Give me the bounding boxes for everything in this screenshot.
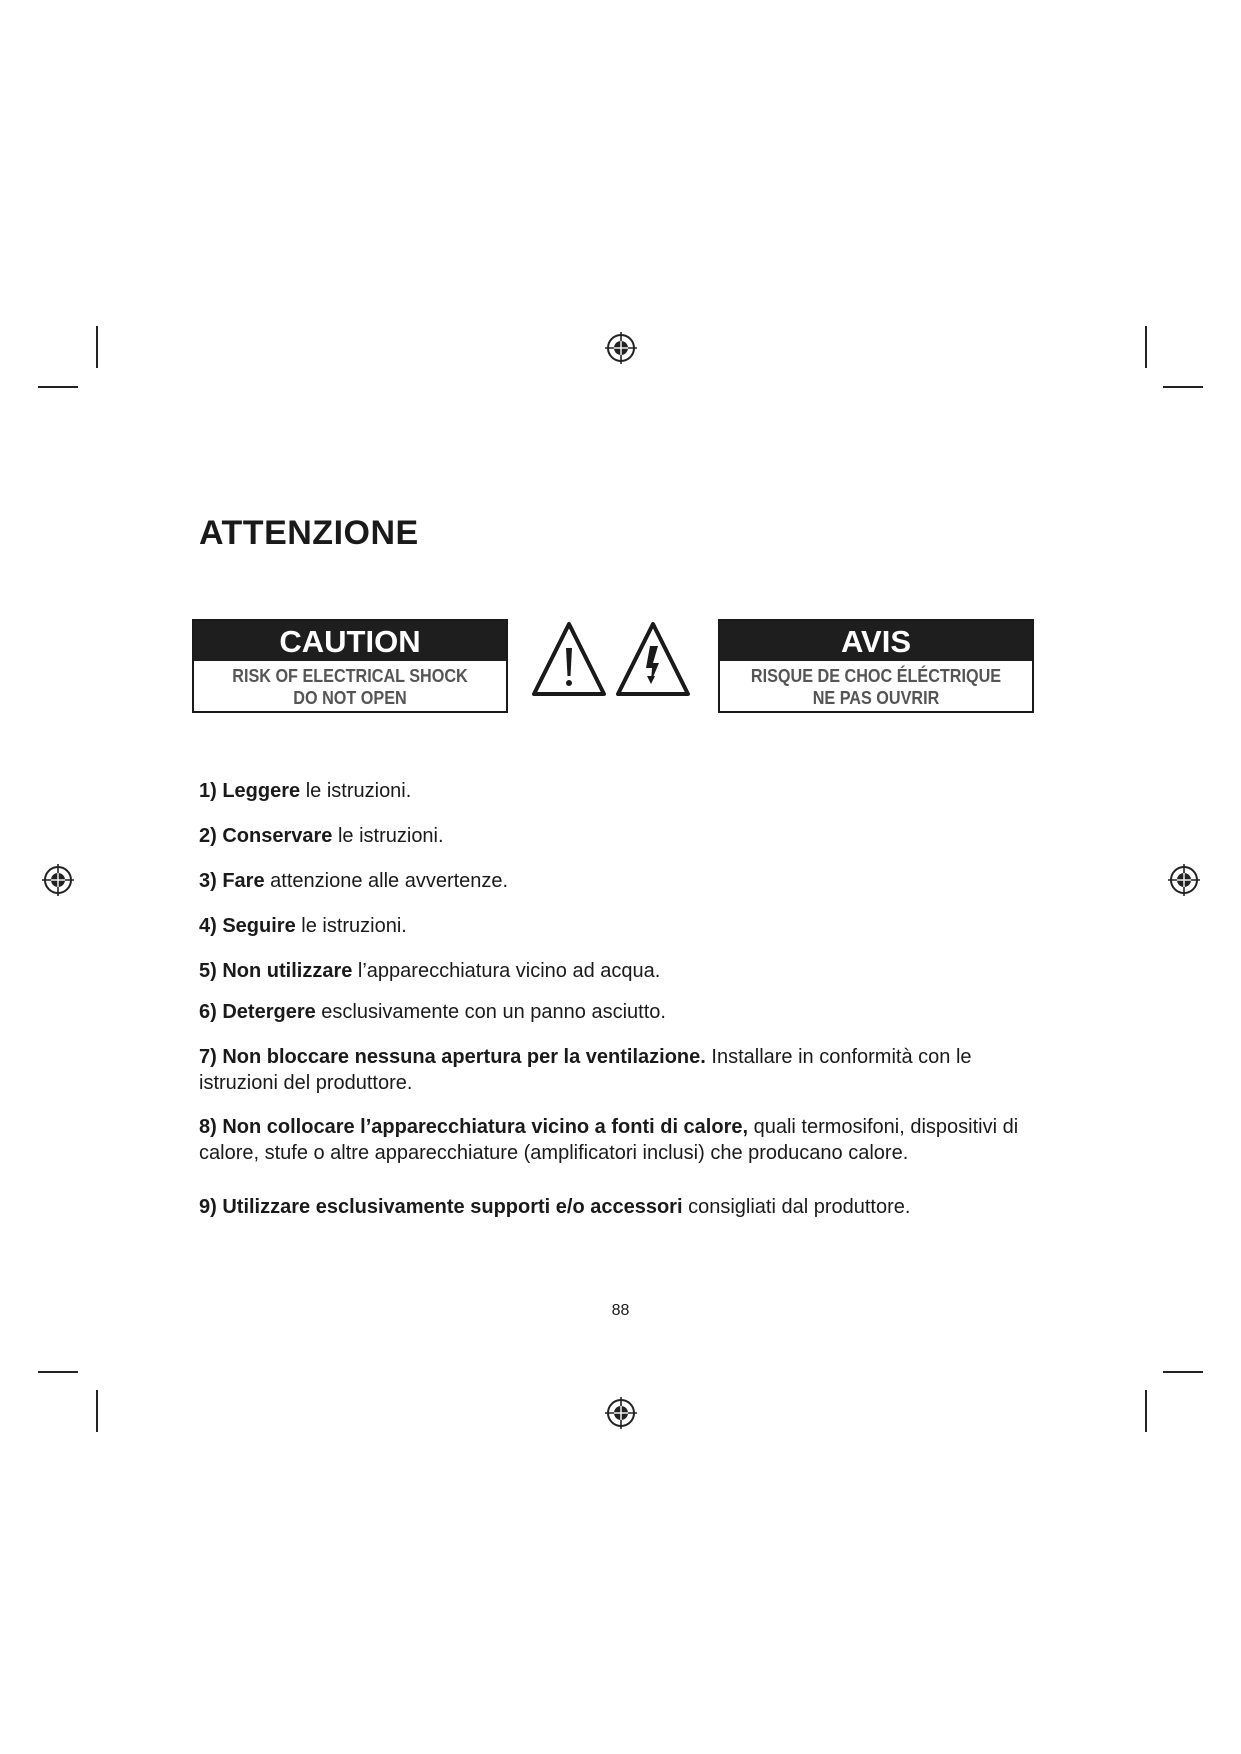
item-bold: 5) Non utilizzare: [199, 960, 353, 982]
list-item: [199, 868, 1049, 894]
crop-mark: [1163, 386, 1203, 388]
list-item: [199, 1114, 1049, 1166]
item-bold: 6) Detergere: [199, 1001, 316, 1023]
item-bold: 7) Non bloccare nessuna apertura per la ventilazione.: [199, 1046, 706, 1068]
item-text: esclusivamente con un panno asciutto.: [315, 1001, 666, 1023]
list-item: [199, 913, 1049, 939]
crop-mark: [1163, 1371, 1203, 1373]
avis-line-2: NE PAS OUVRIR: [812, 688, 940, 708]
item-bold: 2) Conservare: [199, 825, 333, 847]
caution-line-1: RISK OF ELECTRICAL SHOCK: [232, 666, 468, 686]
list-item: [199, 1194, 1049, 1220]
item-bold: 9) Utilizzare esclusivamente supporti e/o accessori: [199, 1196, 683, 1218]
item-text: le istruzioni.: [295, 915, 407, 937]
avis-label-title: AVIS: [720, 621, 1032, 661]
item-text: l’apparecchiatura vicino ad acqua.: [352, 960, 661, 982]
crop-mark: [38, 386, 78, 388]
crop-mark: [96, 1390, 98, 1432]
item-bold: 1) Leggere: [199, 780, 301, 802]
crop-mark: [38, 1371, 78, 1373]
crop-mark: [1145, 326, 1147, 368]
list-item: [199, 999, 1049, 1025]
list-item: [199, 778, 1049, 804]
caution-label-text: [210, 661, 491, 709]
avis-label-text: [736, 661, 1017, 709]
caution-label: [192, 619, 508, 713]
item-text: quali termosifoni, dispositivi di calore, stufe o altre apparecchiature (amplificatori inclusi) che producano calore.: [199, 1116, 1019, 1164]
caution-label-title: CAUTION: [194, 621, 506, 661]
warning-symbols: [530, 618, 695, 708]
registration-mark-icon: [603, 1395, 639, 1431]
page-number: 88: [611, 1302, 630, 1319]
registration-mark-icon: [603, 330, 639, 366]
item-bold: 3) Fare: [199, 870, 265, 892]
item-text: consigliati dal produttore.: [682, 1196, 911, 1218]
item-bold: 4) Seguire: [199, 915, 296, 937]
registration-mark-icon: [1166, 862, 1202, 898]
item-text: le istruzioni.: [300, 780, 412, 802]
list-item: [199, 823, 1049, 849]
page-title: ATTENZIONE: [199, 514, 419, 552]
list-item: [199, 1044, 1049, 1096]
caution-line-2: DO NOT OPEN: [293, 688, 407, 708]
avis-line-1: RISQUE DE CHOC ÉLÉCTRIQUE: [750, 666, 1002, 686]
lightning-triangle-icon: [618, 624, 688, 694]
item-text: attenzione alle avvertenze.: [264, 870, 509, 892]
exclamation-triangle-icon: [534, 624, 604, 694]
item-text: Installare in conformità con le istruzioni del produttore.: [199, 1046, 972, 1094]
crop-mark: [1145, 1390, 1147, 1432]
registration-mark-icon: [40, 862, 76, 898]
avis-label: [718, 619, 1034, 713]
list-item: [199, 958, 1049, 984]
crop-mark: [96, 326, 98, 368]
item-bold: 8) Non collocare l’apparecchiatura vicino a fonti di calore,: [199, 1116, 749, 1138]
item-text: le istruzioni.: [332, 825, 444, 847]
